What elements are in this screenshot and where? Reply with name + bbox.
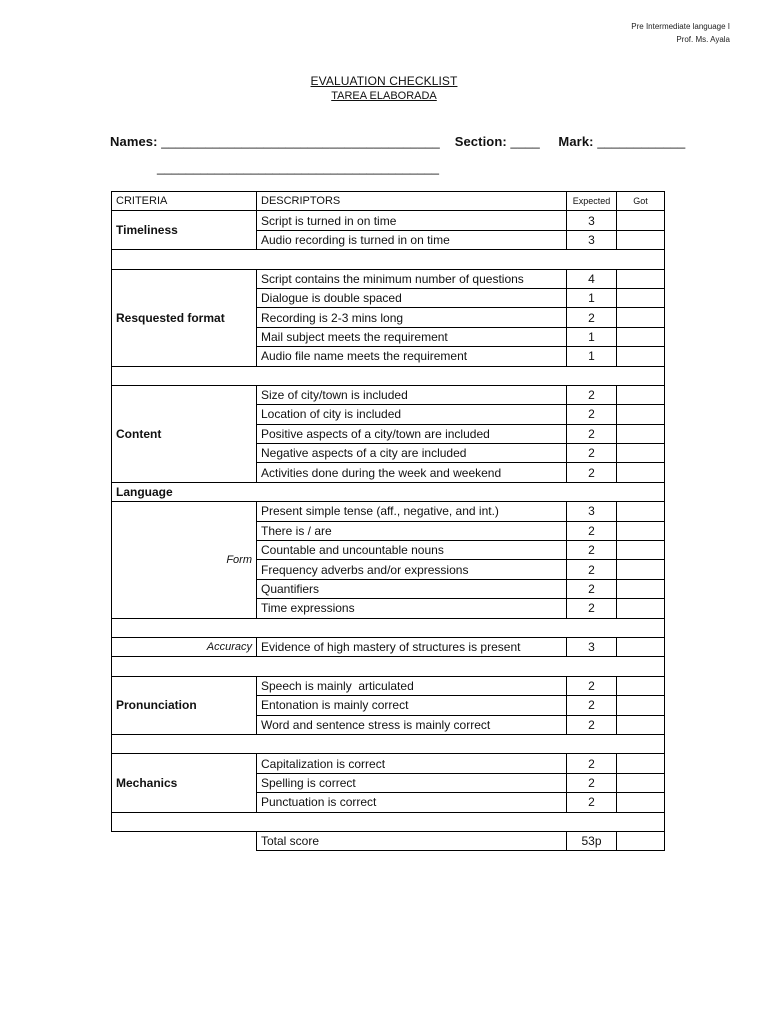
expected-cell: 3	[567, 211, 617, 230]
table-row	[112, 676, 665, 695]
spacer-row	[112, 366, 665, 385]
got-cell[interactable]	[617, 676, 665, 695]
expected-cell: 2	[567, 696, 617, 715]
criteria-content: Content	[112, 385, 257, 482]
descriptor-cell: Entonation is mainly correct	[257, 696, 567, 715]
descriptor-cell: Positive aspects of a city/town are included	[257, 424, 567, 443]
criteria-pronunciation: Pronunciation	[112, 676, 257, 734]
descriptor-cell: Dialogue is double spaced	[257, 288, 567, 307]
got-cell[interactable]	[617, 463, 665, 482]
descriptor-cell: Recording is 2-3 mins long	[257, 308, 567, 327]
expected-cell: 2	[567, 463, 617, 482]
total-expected: 53p	[567, 831, 617, 850]
spacer-cell	[112, 250, 665, 269]
spacer-row	[112, 812, 665, 831]
descriptor-cell: There is / are	[257, 521, 567, 540]
total-empty-cell	[112, 831, 257, 850]
expected-cell: 2	[567, 385, 617, 404]
descriptor-cell: Negative aspects of a city are included	[257, 444, 567, 463]
got-cell[interactable]	[617, 521, 665, 540]
descriptor-cell: Frequency adverbs and/or expressions	[257, 560, 567, 579]
spacer-cell	[112, 812, 665, 831]
descriptor-cell: Mail subject meets the requirement	[257, 327, 567, 346]
descriptor-cell: Size of city/town is included	[257, 385, 567, 404]
descriptor-cell: Speech is mainly articulated	[257, 676, 567, 695]
title-block	[0, 73, 768, 104]
spacer-row	[112, 734, 665, 753]
spacer-cell	[112, 657, 665, 676]
expected-cell: 1	[567, 347, 617, 366]
got-cell[interactable]	[617, 715, 665, 734]
criteria-format: Resquested format	[112, 269, 257, 366]
spacer-row	[112, 657, 665, 676]
professor-name: Prof. Ms. Ayala	[676, 35, 730, 44]
mark-blank[interactable]: ____________	[597, 134, 686, 149]
got-cell[interactable]	[617, 560, 665, 579]
header-got: Got	[617, 192, 665, 211]
header-criteria: CRITERIA	[112, 192, 257, 211]
table-row	[112, 211, 665, 230]
page-subtitle: TAREA ELABORADA	[331, 90, 437, 102]
subcriteria-accuracy: Accuracy	[112, 637, 257, 656]
table-row	[112, 385, 665, 404]
expected-cell: 2	[567, 308, 617, 327]
table-row	[112, 754, 665, 773]
spacer-row	[112, 618, 665, 637]
got-cell[interactable]	[617, 696, 665, 715]
evaluation-table	[111, 191, 665, 851]
got-cell[interactable]	[617, 541, 665, 560]
mark-label: Mark:	[558, 134, 594, 149]
page-title: EVALUATION CHECKLIST	[310, 74, 458, 88]
names-blank[interactable]: ______________________________________	[161, 134, 440, 149]
expected-cell: 1	[567, 327, 617, 346]
expected-cell: 2	[567, 579, 617, 598]
descriptor-cell: Time expressions	[257, 599, 567, 618]
descriptor-cell: Location of city is included	[257, 405, 567, 424]
spacer-cell	[112, 734, 665, 753]
descriptor-cell: Audio file name meets the requirement	[257, 347, 567, 366]
got-cell[interactable]	[617, 502, 665, 521]
descriptor-cell: Word and sentence stress is mainly correct	[257, 715, 567, 734]
expected-cell: 2	[567, 793, 617, 812]
criteria-timeliness: Timeliness	[112, 211, 257, 250]
criteria-mechanics: Mechanics	[112, 754, 257, 812]
expected-cell: 2	[567, 541, 617, 560]
spacer-cell	[112, 618, 665, 637]
expected-cell: 3	[567, 502, 617, 521]
expected-cell: 2	[567, 773, 617, 792]
got-cell[interactable]	[617, 308, 665, 327]
descriptor-cell: Script is turned in on time	[257, 211, 567, 230]
descriptor-cell: Quantifiers	[257, 579, 567, 598]
got-cell[interactable]	[617, 269, 665, 288]
got-cell[interactable]	[617, 230, 665, 249]
total-row	[112, 831, 665, 850]
subcriteria-form: Form	[112, 502, 257, 618]
table-row	[112, 269, 665, 288]
expected-cell: 3	[567, 637, 617, 656]
got-cell[interactable]	[617, 793, 665, 812]
header-descriptors: DESCRIPTORS	[257, 192, 567, 211]
expected-cell: 2	[567, 754, 617, 773]
got-cell[interactable]	[617, 211, 665, 230]
section-label: Section:	[454, 134, 507, 149]
descriptor-cell: Audio recording is turned in on time	[257, 230, 567, 249]
got-cell[interactable]	[617, 405, 665, 424]
document-header	[631, 20, 730, 46]
spacer-cell	[112, 366, 665, 385]
descriptor-cell: Evidence of high mastery of structures is present	[257, 637, 567, 656]
got-cell[interactable]	[617, 385, 665, 404]
descriptor-cell: Capitalization is correct	[257, 754, 567, 773]
language-section-row	[112, 482, 665, 501]
names-blank-second-line[interactable]: _______________________________________	[157, 160, 439, 175]
expected-cell: 3	[567, 230, 617, 249]
expected-cell: 2	[567, 676, 617, 695]
got-cell[interactable]	[617, 579, 665, 598]
got-cell[interactable]	[617, 754, 665, 773]
descriptor-cell: Activities done during the week and weekend	[257, 463, 567, 482]
got-cell[interactable]	[617, 637, 665, 656]
course-name: Pre Intermediate language I	[631, 22, 730, 31]
names-label: Names:	[110, 134, 158, 149]
descriptor-cell: Present simple tense (aff., negative, and int.)	[257, 502, 567, 521]
expected-cell: 2	[567, 424, 617, 443]
got-cell[interactable]	[617, 288, 665, 307]
criteria-language: Language	[112, 482, 665, 501]
expected-cell: 2	[567, 521, 617, 540]
got-cell[interactable]	[617, 444, 665, 463]
expected-cell: 2	[567, 599, 617, 618]
expected-cell: 2	[567, 715, 617, 734]
spacer-row	[112, 250, 665, 269]
got-cell[interactable]	[617, 773, 665, 792]
got-cell[interactable]	[617, 327, 665, 346]
got-cell[interactable]	[617, 599, 665, 618]
expected-cell: 1	[567, 288, 617, 307]
table-row	[112, 502, 665, 521]
got-cell[interactable]	[617, 424, 665, 443]
section-blank[interactable]: ____	[510, 134, 540, 149]
expected-cell: 2	[567, 405, 617, 424]
total-got-cell[interactable]	[617, 831, 665, 850]
expected-cell: 4	[567, 269, 617, 288]
header-expected: Expected	[567, 192, 617, 211]
descriptor-cell: Spelling is correct	[257, 773, 567, 792]
expected-cell: 2	[567, 444, 617, 463]
total-label: Total score	[257, 831, 567, 850]
table-row	[112, 637, 665, 656]
table-header-row	[112, 192, 665, 211]
expected-cell: 2	[567, 560, 617, 579]
got-cell[interactable]	[617, 347, 665, 366]
descriptor-cell: Script contains the minimum number of questions	[257, 269, 567, 288]
student-info-line	[110, 134, 685, 149]
descriptor-cell: Punctuation is correct	[257, 793, 567, 812]
descriptor-cell: Countable and uncountable nouns	[257, 541, 567, 560]
